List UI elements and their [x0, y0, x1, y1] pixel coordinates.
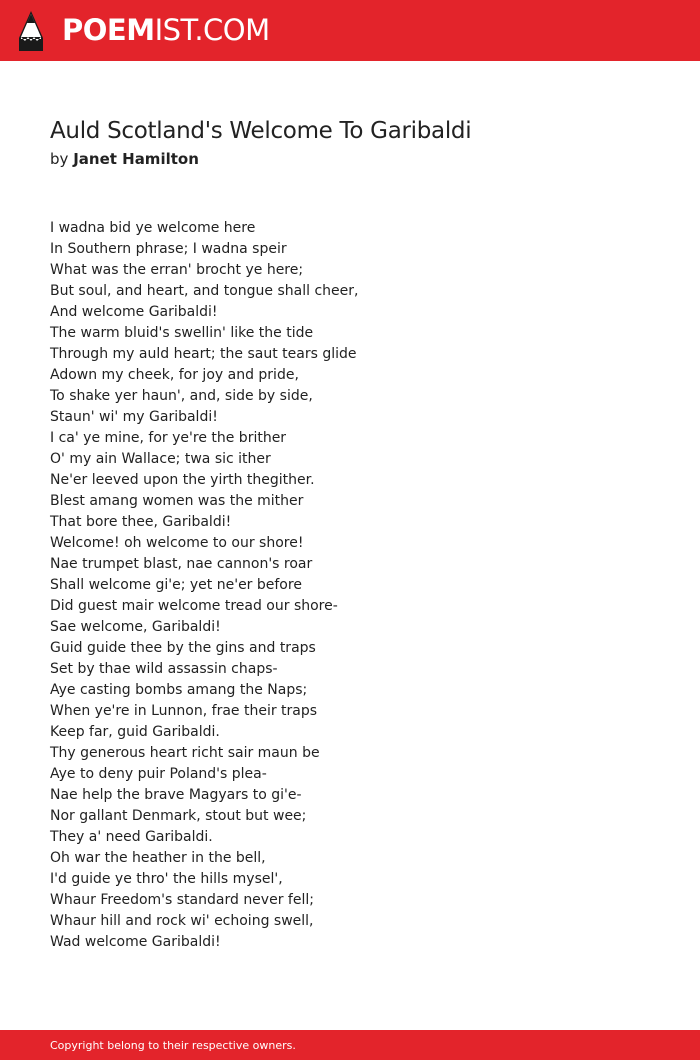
logo-brand-strong: POEM	[62, 13, 155, 47]
poem-line: Nae help the brave Magyars to gi'e-	[50, 787, 302, 803]
poem-line: Whaur Freedom's standard never fell;	[50, 892, 314, 908]
poem-line: Adown my cheek, for joy and pride,	[50, 367, 299, 383]
poem-line: Shall welcome gi'e; yet ne'er before	[50, 577, 302, 593]
poem-author: Janet Hamilton	[73, 150, 199, 168]
logo-brand-light: IST.COM	[154, 13, 270, 47]
poem-line: I'd guide ye thro' the hills mysel',	[50, 871, 283, 887]
poem-line: Wad welcome Garibaldi!	[50, 934, 221, 950]
poem-line: In Southern phrase; I wadna speir	[50, 241, 287, 257]
site-footer	[0, 1030, 700, 1060]
poem-line: Blest amang women was the mither	[50, 493, 304, 509]
poem-line: Aye casting bombs amang the Naps;	[50, 682, 308, 698]
poem-line: I ca' ye mine, for ye're the brither	[50, 430, 287, 446]
poem-line: Oh war the heather in the bell,	[50, 850, 266, 866]
poem-line: But soul, and heart, and tongue shall cheer,	[50, 283, 359, 299]
poem-body	[50, 218, 358, 953]
poem-line: Nor gallant Denmark, stout but wee;	[50, 808, 307, 824]
poem-line: And welcome Garibaldi!	[50, 304, 218, 320]
poem-title: Auld Scotland's Welcome To Garibaldi	[50, 118, 472, 144]
site-header	[0, 0, 700, 61]
poem-line: What was the erran' brocht ye here;	[50, 262, 304, 278]
poem-line: Aye to deny puir Poland's plea-	[50, 766, 267, 782]
poem-line: O' my ain Wallace; twa sic ither	[50, 451, 271, 467]
poem-line: Guid guide thee by the gins and traps	[50, 640, 316, 656]
poem-line: To shake yer haun', and, side by side,	[50, 388, 313, 404]
poem-line: Ne'er leeved upon the yirth thegither.	[50, 472, 315, 488]
poem-line: Whaur hill and rock wi' echoing swell,	[50, 913, 314, 929]
poem-line: I wadna bid ye welcome here	[50, 220, 256, 236]
poem-line: The warm bluid's swellin' like the tide	[50, 325, 314, 341]
poem-line: Staun' wi' my Garibaldi!	[50, 409, 218, 425]
poem-line: Keep far, guid Garibaldi.	[50, 724, 220, 740]
site-logo[interactable]	[62, 13, 270, 47]
poem-line: Thy generous heart richt sair maun be	[50, 745, 320, 761]
poem-line: When ye're in Lunnon, frae their traps	[50, 703, 318, 719]
poem-line: Set by thae wild assassin chaps-	[50, 661, 278, 677]
poem-line: Sae welcome, Garibaldi!	[50, 619, 221, 635]
poem-line: Through my auld heart; the saut tears glide	[50, 346, 357, 362]
pencil-tip-icon[interactable]	[17, 10, 45, 52]
poem-line: Welcome! oh welcome to our shore!	[50, 535, 304, 551]
poem-line: They a' need Garibaldi.	[50, 829, 213, 845]
byline-prefix: by	[50, 150, 69, 168]
poem-line: That bore thee, Garibaldi!	[50, 514, 232, 530]
copyright-notice: Copyright belong to their respective owners.	[50, 1039, 296, 1052]
poem-line: Did guest mair welcome tread our shore-	[50, 598, 338, 614]
poem-byline	[50, 148, 199, 170]
poem-line: Nae trumpet blast, nae cannon's roar	[50, 556, 313, 572]
